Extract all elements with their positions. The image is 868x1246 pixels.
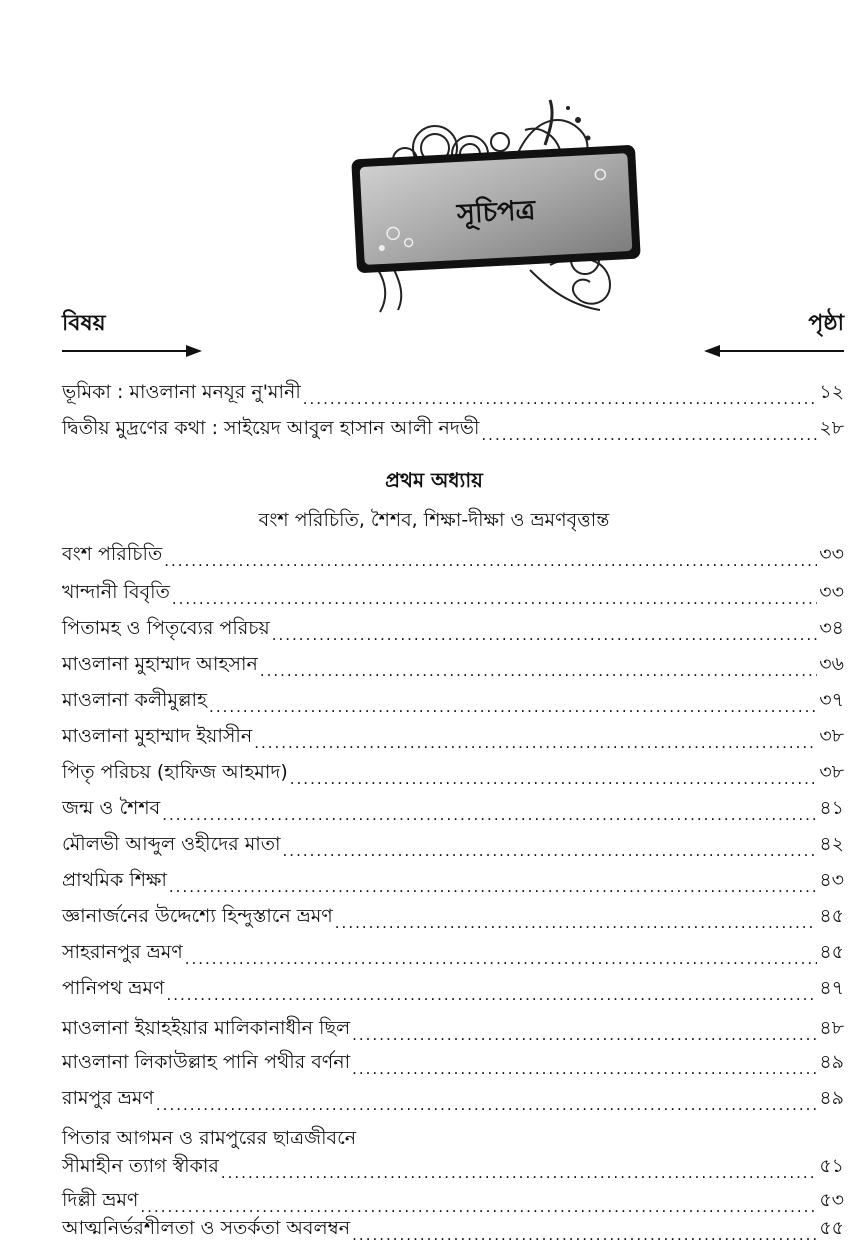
toc-entry[interactable] [62,864,844,898]
leader-dots [209,696,817,718]
entry-page: ৩৩ [819,543,844,565]
toc-entry[interactable] [62,828,844,862]
toc-entry[interactable] [62,612,844,646]
leader-dots [352,1024,817,1046]
toc-entry[interactable] [62,936,844,970]
entry-label: জ্ঞানার্জনের উদ্দেশ্যে হিন্দুস্তানে ভ্রমণ [62,905,333,927]
toc-entry[interactable] [62,538,844,572]
leader-dots [162,804,817,826]
entry-page: ৪৫ [819,905,844,927]
entry-page: ৩৬ [819,653,844,675]
toc-entry[interactable] [62,1012,844,1046]
entry-page: ৩৭ [819,689,844,711]
entry-label: মাওলানা লিকাউল্লাহ পানি পথীর বর্ণনা [62,1051,351,1073]
page-title: সূচিপত্র [456,194,537,231]
entry-label: রামপুর ভ্রমণ [62,1087,154,1109]
entry-page: ২৮ [819,417,844,439]
entry-label: সীমাহীন ত্যাগ স্বীকার [62,1155,219,1177]
toc-entry[interactable] [62,972,844,1006]
leader-dots [290,768,818,790]
leader-dots [254,732,817,754]
leader-dots [185,948,818,970]
toc-entry[interactable] [62,1082,844,1116]
toc-entry[interactable] [62,576,844,610]
entry-page: ৫১ [819,1155,844,1177]
leader-dots [352,1224,817,1246]
entry-page: ৪২ [819,833,844,855]
toc-entry[interactable] [62,648,844,682]
entry-label: মাওলানা কলীমুল্লাহ [62,689,208,711]
entry-label: ভূমিকা : মাওলানা মনযূর নু'মানী [62,381,301,403]
entry-label: বংশ পরিচিতি [62,543,163,565]
leader-dots [283,840,818,862]
leader-dots [221,1162,817,1184]
entry-label: মাওলানা মুহাম্মাদ ইয়াসীন [62,725,253,747]
leader-dots [272,624,818,646]
leader-dots [166,984,817,1006]
entry-label: দিল্লী ভ্রমণ [62,1189,139,1211]
entry-label: খান্দানী বিবৃতি [62,581,170,603]
entry-page: ৪৯ [819,1051,844,1073]
toc-entry[interactable] [62,1150,844,1184]
leader-dots [164,550,817,572]
leader-dots [352,1058,817,1080]
toc-entry[interactable] [62,792,844,826]
leader-dots [169,876,817,898]
entry-label: মাওলানা ইয়াহইয়ার মালিকানাধীন ছিল [62,1017,351,1039]
entry-page: ৪১ [819,797,844,819]
toc-entry[interactable] [62,720,844,754]
entry-label: দ্বিতীয় মুদ্রণের কথা : সাইয়েদ আবুল হাসান আলী নদভী [62,417,480,439]
entry-page: ৪৫ [819,941,844,963]
page-header: পৃষ্ঠা [808,311,844,336]
chapter-title: প্রথম অধ্যায় [385,468,483,492]
entry-page: ৪৯ [819,1087,844,1109]
toc-entry[interactable] [62,1212,844,1246]
toc-entry[interactable] [62,376,844,410]
entry-label: জন্ম ও শৈশব [62,797,161,819]
arrow-left-icon [704,344,844,358]
entry-label: আত্মনির্ভরশীলতা ও সতর্কতা অবলম্বন [62,1217,351,1239]
entry-page: ৪৭ [819,977,844,999]
toc-entry[interactable] [62,756,844,790]
toc-entry[interactable] [62,1046,844,1080]
entry-page: ৫৫ [819,1217,844,1239]
toc-entry[interactable] [62,412,844,446]
toc-entry[interactable] [62,684,844,718]
entry-page: ৪৩ [819,869,844,891]
toc-entry[interactable] [62,900,844,934]
entry-page: ৩৮ [819,761,844,783]
entry-label: পিতামহ ও পিতৃব্যের পরিচয় [62,617,270,639]
entry-page: ১২ [819,381,844,403]
entry-page: ৩৪ [819,617,844,639]
entry-label: প্রাথমিক শিক্ষা [62,869,167,891]
leader-dots [335,912,818,934]
entry-page: ৩৩ [819,581,844,603]
entry-label: মাওলানা মুহাম্মাদ আহসান [62,653,258,675]
leader-dots [172,588,817,610]
title-banner [349,143,643,276]
leader-dots [260,660,817,682]
entry-page: ৫৩ [819,1189,844,1211]
leader-dots [481,424,817,446]
entry-label: সাহরানপুর ভ্রমণ [62,941,183,963]
arrow-right-icon [62,344,202,358]
entry-page: ৪৮ [819,1017,844,1039]
entry-label: পিতৃ পরিচয় (হাফিজ আহমাদ) [62,761,288,783]
entry-label: পানিপথ ভ্রমণ [62,977,165,999]
entry-label-line1: পিতার আগমন ও রামপুরের ছাত্রজীবনে [62,1127,357,1149]
subject-header: বিষয় [62,311,106,336]
entry-label: মৌলভী আব্দুল ওহীদের মাতা [62,833,281,855]
leader-dots [303,388,818,410]
leader-dots [156,1094,817,1116]
chapter-subtitle: বংশ পরিচিতি, শৈশব, শিক্ষা-দীক্ষা ও ভ্রমণবৃত্তান্ত [258,509,610,531]
entry-page: ৩৮ [819,725,844,747]
